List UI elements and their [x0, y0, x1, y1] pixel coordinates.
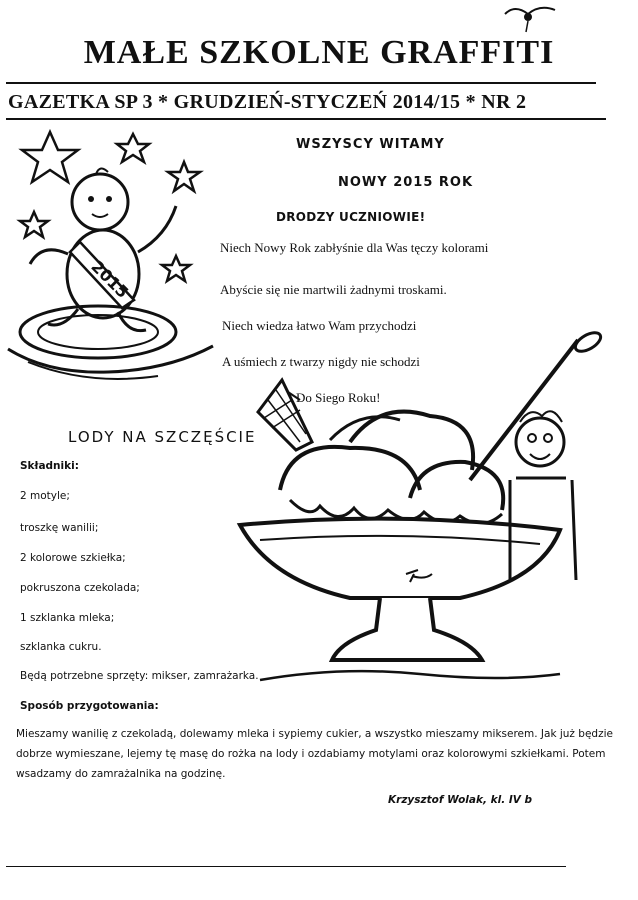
method-text: Mieszamy wanilię z czekoladą, dolewamy mleka i sypiemy cukier, a wszystko mieszamy mikserem. Jak już będzie dobrze wymieszane, lejemy tę masę do rożka na lody i ozdabiamy motylami oraz kolorowymi szkiełkami. Potem wsadzamy do zamrażalnika na godzinę. [16, 728, 613, 780]
poem-line-3: Niech wiedza łatwo Wam przychodzi [222, 318, 417, 333]
ingredient-item: troszkę wanilii; [20, 522, 99, 534]
equipment-line: Będą potrzebne sprzęty: mikser, zamrażarka. [20, 670, 259, 682]
star-icon [20, 132, 200, 281]
ingredient-item: pokruszona czekolada; [20, 582, 140, 594]
poem-line-2: Abyście się nie martwili żadnymi troskami. [220, 282, 447, 297]
recipe-title: LODY NA SZCZĘŚCIE [68, 428, 257, 446]
ice-cream-sundae-illustration [220, 330, 610, 700]
greeting-line-2: NOWY 2015 ROK [338, 175, 474, 190]
ingredient-item: 2 motyle; [20, 490, 70, 502]
ingredient-item: 2 kolorowe szkiełka; [20, 552, 126, 564]
poem-line-5: Do Siego Roku! [296, 390, 381, 405]
author-signature: Krzysztof Wolak, kl. IV b [388, 794, 533, 806]
issue-rule [6, 118, 606, 120]
bird-doodle-icon [500, 2, 560, 32]
poem-line-4: A uśmiech z twarzy nigdy nie schodzi [222, 354, 420, 369]
footer-rule [6, 866, 566, 867]
ingredients-heading: Składniki: [20, 460, 79, 472]
issue-line: GAZETKA SP 3 * GRUDZIEŃ-STYCZEŃ 2014/15 * NR 2 [8, 91, 527, 113]
method-heading: Sposób przygotowania: [20, 700, 159, 712]
newsletter-title: MAŁE SZKOLNE GRAFFITI [83, 34, 555, 71]
masthead-rule [6, 82, 596, 84]
greeting-salutation: DRODZY UCZNIOWIE! [276, 210, 426, 224]
ingredient-item: szklanka cukru. [20, 641, 102, 653]
poem-line-1: Niech Nowy Rok zabłyśnie dla Was tęczy kolorami [220, 240, 489, 255]
greeting-line-1: WSZYSCY WITAMY [296, 137, 445, 152]
new-year-baby-illustration [8, 124, 218, 396]
ingredient-item: 1 szklanka mleka; [20, 612, 115, 624]
baby-sash-text: 2015 [87, 256, 133, 302]
